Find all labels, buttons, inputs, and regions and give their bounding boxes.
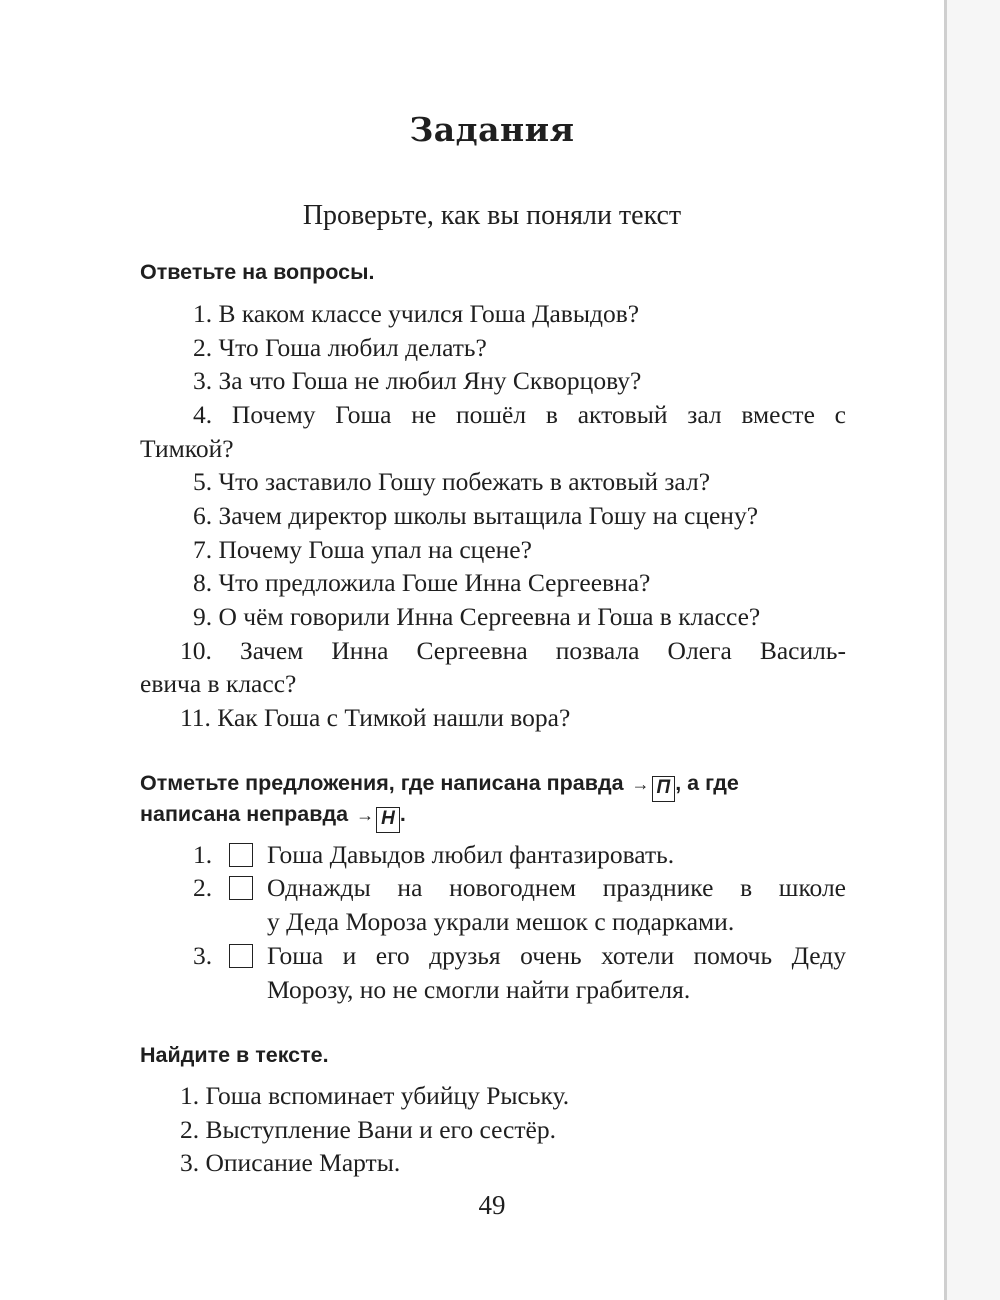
- page-number: 49: [478, 1190, 506, 1220]
- statement-number: 1.: [193, 840, 213, 869]
- question-line: 6. Зачем директор школы вытащила Гошу на сцену?: [193, 501, 759, 530]
- section-heading-questions: Ответьте на вопросы.: [140, 260, 375, 284]
- section-heading-true-false-line2: [140, 802, 406, 833]
- page-title: Задания: [409, 110, 575, 149]
- find-line: 2. Выступление Вани и его сестёр.: [180, 1115, 556, 1144]
- heading-text: написана неправда: [140, 802, 349, 826]
- question-line: 2. Что Гоша любил делать?: [193, 333, 487, 362]
- section-heading-find: Найдите в тексте.: [140, 1043, 329, 1067]
- answer-checkbox[interactable]: [229, 843, 253, 867]
- section-heading-true-false: [140, 771, 739, 802]
- question-line: 9. О чём говорили Инна Сергеевна и Гоша в классе?: [193, 602, 761, 631]
- question-line: 8. Что предложила Гоше Инна Сергеевна?: [193, 568, 651, 597]
- answer-checkbox[interactable]: [229, 876, 253, 900]
- statement-number: 2.: [193, 873, 213, 902]
- true-mark-box: П: [652, 776, 676, 802]
- answer-checkbox[interactable]: [229, 944, 253, 968]
- question-line: 10. Зачем Инна Сергеевна позвала Олега Василь-: [180, 636, 846, 665]
- page-subtitle: Проверьте, как вы поняли текст: [302, 200, 682, 231]
- statement-text: Морозу, но не смогли найти грабителя.: [267, 975, 691, 1004]
- question-line: 4. Почему Гоша не пошёл в актовый зал вместе с: [193, 400, 846, 429]
- false-mark-box: Н: [376, 807, 400, 833]
- question-line: 3. За что Гоша не любил Яну Скворцову?: [193, 366, 642, 395]
- statement-text: Однажды на новогоднем празднике в школе: [267, 873, 846, 902]
- heading-text: , а где: [675, 771, 739, 795]
- find-line: 1. Гоша вспоминает убийцу Рыську.: [180, 1081, 570, 1110]
- find-line: 3. Описание Марты.: [180, 1148, 401, 1177]
- question-line: 7. Почему Гоша упал на сцене?: [193, 535, 532, 564]
- question-line: Тимкой?: [140, 434, 234, 463]
- statement-number: 3.: [193, 941, 213, 970]
- page-margin: [947, 0, 1000, 1300]
- arrow-right-icon: →: [356, 805, 375, 825]
- heading-text: Отметьте предложения, где написана правда: [140, 771, 624, 795]
- statement-text: у Деда Мороза украли мешок с подарками.: [267, 907, 735, 936]
- statement-text: Гоша Давыдов любил фантазировать.: [267, 840, 675, 869]
- arrow-right-icon: →: [631, 774, 650, 794]
- question-line: 1. В каком классе учился Гоша Давыдов?: [193, 299, 640, 328]
- question-line: евича в класс?: [140, 669, 297, 698]
- heading-text: .: [399, 802, 406, 826]
- question-line: 5. Что заставило Гошу побежать в актовый зал?: [193, 467, 711, 496]
- question-line: 11. Как Гоша с Тимкой нашли вора?: [180, 703, 571, 732]
- statement-text: Гоша и его друзья очень хотели помочь Деду: [267, 941, 846, 970]
